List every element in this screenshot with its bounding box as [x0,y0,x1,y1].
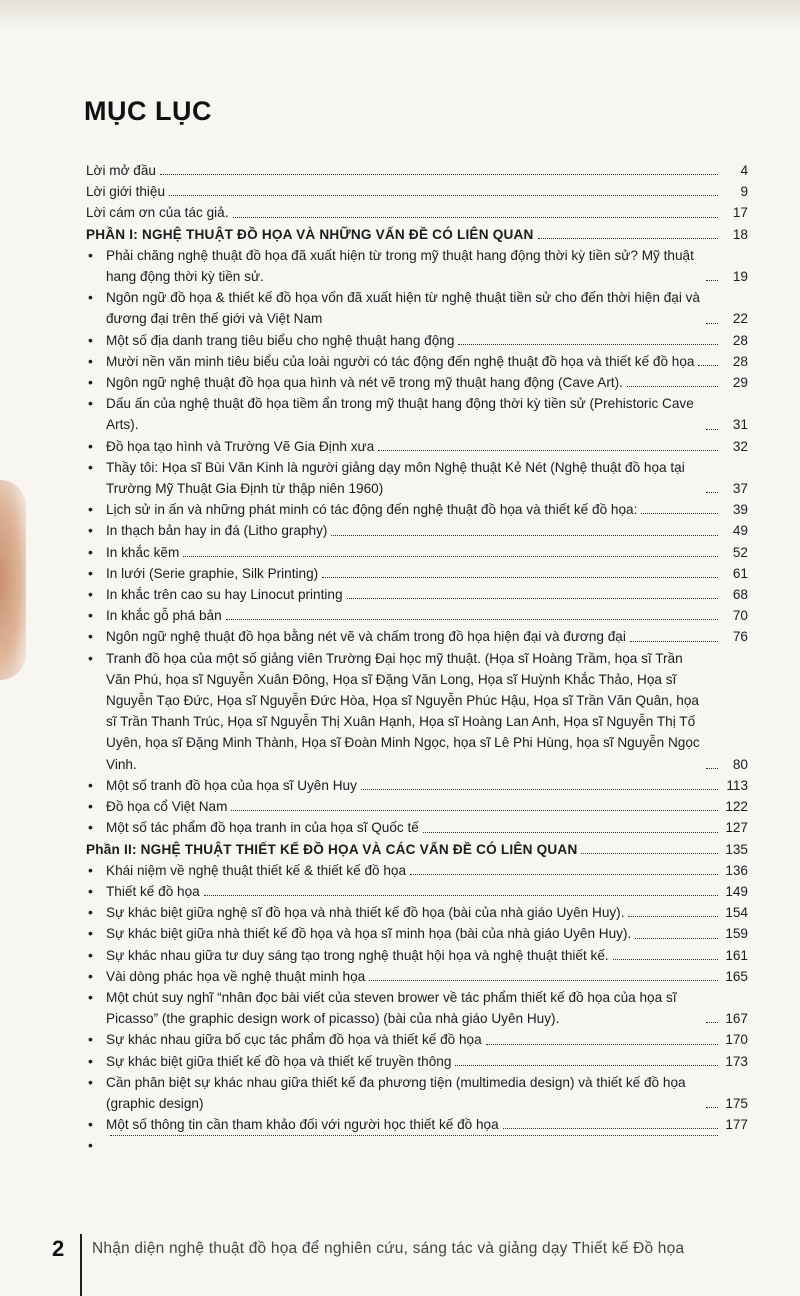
dot-leader [706,280,718,281]
toc-entry[interactable] [86,775,748,796]
toc-entry-text: • Một số thông tin cần tham khảo đối với người học thiết kế đồ họa [106,1117,499,1133]
toc-entry-text: • Ngôn ngữ đồ họa & thiết kế đồ họa vốn đã xuất hiện từ nghệ thuật tiền sử cho đến thời hiện đại và đương đại trên thế giới và Việt Nam [106,290,700,327]
toc-page-number: 4 [740,163,748,178]
dot-leader [627,386,718,387]
toc-entry-text: Lời cám ơn của tác giả. [86,205,229,221]
toc-page-number: 170 [725,1032,748,1048]
toc-entry-text: • Khái niệm về nghệ thuật thiết kế & thiết kế đồ họa [106,862,407,878]
toc-page-number: 149 [725,883,748,899]
toc-entry-text: • Đồ họa cổ Việt Nam [106,799,228,815]
dot-leader [347,598,718,599]
toc-entry-text: • Một số tranh đồ họa của họa sĩ Uyên Huy [106,777,357,793]
toc-entry-text: • Sự khác biệt giữa nhà thiết kế đồ họa và họa sĩ minh họa (bài của nhà giáo Uyên Huy). [106,926,632,942]
toc-entry[interactable] [86,1072,748,1114]
toc-entry[interactable] [86,436,748,457]
toc-entry-text: • Tranh đồ họa của một số giảng viên Trường Đại học mỹ thuật. (Họa sĩ Hoàng Trầm, họa sĩ Trần Văn Phú, họa sĩ Nguyễn Xuân Đông, Họa sĩ Đặng Văn Long, Họa sĩ Huỳnh Khắc Thảo, Họa sĩ Nguyễn Tạo Đức, Họa sĩ Nguyễn Đức Hòa, Họa sĩ Nguyễn Phúc Hậu, Họa sĩ Trần Văn Quân, họa sĩ Trần Thanh Trúc, Họa sĩ Nguyễn Thị Xuân Hạnh, Họa sĩ Hoàng Lan Anh, Họa sĩ Nguyễn Thị Tố Uyên, họa sĩ Đặng Minh Thành, Họa sĩ Đoàn Minh Ngọc, họa sĩ Lê Phi Hùng, họa sĩ Nguyễn Ngọc Vinh. [106,650,700,772]
toc-entry[interactable] [86,457,748,499]
toc-entry[interactable] [86,372,748,393]
toc-entry-text: • Một số địa danh trang tiêu biểu cho nghệ thuật hang động [106,332,455,348]
toc-entry[interactable] [86,393,748,435]
toc-entry[interactable] [86,881,748,902]
toc-page-number: 39 [732,502,748,518]
dot-leader [160,174,718,175]
toc-entry[interactable] [86,923,748,944]
toc-page-number: 37 [732,481,748,497]
dot-leader [361,789,718,790]
dot-leader [706,1107,718,1108]
toc-page-number: 136 [725,862,748,878]
toc-entry[interactable] [86,1051,748,1072]
toc-entry-text: • Thiết kế đồ họa [106,883,200,899]
toc-entry-text: Lời mở đầu [86,163,156,178]
toc-entry[interactable] [86,1114,748,1135]
toc-entry-text: • Dấu ấn của nghệ thuật đồ họa tiềm ẩn trong mỹ thuật hang động thời kỳ tiền sử (Prehistoric Cave Arts). [106,396,694,433]
toc-page-number: 52 [732,544,748,560]
toc-entry[interactable] [86,499,748,520]
toc-entry[interactable] [86,584,748,605]
toc-entry-text: • Sự khác biệt giữa thiết kế đồ họa và thiết kế truyền thông [106,1053,452,1069]
toc-entry[interactable] [86,605,748,626]
dot-leader [455,1065,718,1066]
toc-entry[interactable] [86,520,748,541]
toc-entry[interactable] [86,351,748,372]
toc-page-number: 80 [732,756,748,772]
toc-page-number: 127 [725,820,748,836]
toc-entry[interactable] [86,542,748,563]
toc-page-number: 135 [725,841,748,857]
toc-entry[interactable] [86,966,748,987]
toc-entry-text: • In lưới (Serie graphie, Silk Printing) [106,565,319,581]
toc-entry-text: • Ngôn ngữ nghệ thuật đồ họa qua hình và nét vẽ trong mỹ thuật hang động (Cave Art). [106,375,623,391]
dot-leader [698,365,718,366]
toc-entry-text: • Ngôn ngữ nghệ thuật đồ họa bằng nét vẽ và chấm trong đồ họa hiện đại và đương đại [106,629,626,645]
toc-entry-text: • Đồ họa tạo hình và Trường Vẽ Gia Định xưa [106,438,375,454]
toc-page-number: 22 [732,311,748,327]
toc-entry-text: PHẦN I: NGHỆ THUẬT ĐỒ HỌA VÀ NHỮNG VẤN ĐỀ CÓ LIÊN QUAN [86,226,534,242]
toc-page-number: 154 [725,905,748,921]
toc-entry-text: • Cần phân biệt sự khác nhau giữa thiết kế đa phương tiện (multimedia design) và thiết kế đồ họa (graphic design) [106,1074,686,1111]
table-of-contents [86,160,748,1142]
footer-divider [80,1234,82,1296]
toc-entry[interactable] [86,1029,748,1050]
running-footer-title: Nhận diện nghệ thuật đồ họa để nghiên cứu, sáng tác và giảng dạy Thiết kế Đồ họa [92,1240,685,1257]
toc-entry-acknowledgements[interactable] [86,202,748,223]
dot-leader [641,513,718,514]
toc-entry[interactable] [86,945,748,966]
dot-leader [613,959,718,960]
toc-entry-text: • Vài dòng phác họa về nghệ thuật minh họa [106,968,366,984]
toc-entry-text: • Sự khác nhau giữa bố cục tác phẩm đồ họa và thiết kế đồ họa [106,1032,482,1048]
dot-leader [110,1135,718,1136]
dot-leader [706,768,718,769]
toc-page-number: 177 [725,1117,748,1133]
toc-page-number: 61 [732,565,748,581]
toc-entry-text: • In khắc kẽm [106,544,180,560]
toc-page-number: 68 [732,587,748,603]
toc-entry[interactable] [86,287,748,329]
toc-entry-text: • Sự khác nhau giữa tư duy sáng tạo trong nghệ thuật hội họa và nghệ thuật thiết kế. [106,947,609,963]
dot-leader [378,450,718,451]
toc-page-number: 113 [726,777,748,793]
footer-page-number: 2 [52,1236,65,1261]
dot-leader [581,853,718,854]
toc-page-number: 17 [732,205,748,221]
toc-page-number: 122 [725,799,748,815]
toc-entry[interactable] [86,245,748,287]
page-title: MỤC LỤC [84,96,212,126]
dot-leader [322,577,718,578]
toc-page-number: 165 [725,968,748,984]
dot-leader [706,323,718,324]
dot-leader [706,429,718,430]
toc-page-number: 167 [725,1011,748,1027]
toc-part-1-heading[interactable] [86,224,748,245]
dot-leader [635,938,718,939]
toc-entry-text: • Một số tác phẩm đồ họa tranh in của họa sĩ Quốc tế [106,820,419,836]
toc-entry-introduction[interactable] [86,181,748,202]
dot-leader [410,874,718,875]
toc-part-2-heading[interactable] [86,839,748,860]
toc-entry[interactable] [86,902,748,923]
dot-leader [331,535,718,536]
toc-entry-text: Phần II: NGHỆ THUẬT THIẾT KẾ ĐỒ HỌA VÀ CÁC VẤN ĐỀ CÓ LIÊN QUAN [86,841,578,857]
toc-page-number: 76 [732,629,748,645]
toc-entry-text: Lời giới thiệu [86,184,166,200]
dot-leader [630,641,718,642]
dot-leader [226,619,718,620]
toc-page-number: 159 [725,926,748,942]
dot-leader [486,1044,718,1045]
toc-entry-preface[interactable] [86,160,748,181]
toc-entry[interactable] [86,563,748,584]
dot-leader [233,217,718,218]
toc-page-number: 173 [725,1053,748,1069]
toc-page-number: 9 [740,184,748,200]
page-top-edge [0,0,800,30]
toc-page-number: 19 [732,269,748,285]
toc-entry[interactable] [86,987,748,1029]
dot-leader [538,238,718,239]
toc-entry-text: • In khắc gỗ phá bản [106,608,222,624]
toc-page-number: 175 [725,1095,748,1111]
toc-entry-text: • Sự khác biệt giữa nghệ sĩ đồ họa và nhà thiết kế đồ họa (bài của nhà giáo Uyên Huy). [106,905,625,921]
toc-entry[interactable] [86,626,748,647]
toc-page-number: 31 [732,417,748,433]
dot-leader [183,556,718,557]
dot-leader [706,1022,718,1023]
toc-entry[interactable] [86,648,748,775]
toc-page-number: 18 [732,226,748,242]
toc-entry[interactable] [86,1135,748,1142]
dot-leader [169,195,718,196]
toc-entry-text: • Một chút suy nghĩ “nhân đọc bài viết của steven brower về tác phẩm thiết kế đồ họa của họa sĩ Picasso” (the graphic design work of picasso) (bài của nhà giáo Uyên Huy). [106,989,677,1027]
dot-leader [706,492,718,493]
toc-entry[interactable] [86,817,748,838]
thumb-shadow [0,480,26,680]
dot-leader [503,1128,718,1129]
toc-entry-text: • In thạch bản hay in đá (Litho graphy) [106,523,328,539]
toc-entry[interactable] [86,330,748,351]
toc-entry-text: • Phải chăng nghệ thuật đồ họa đã xuất hiện từ trong mỹ thuật hang động thời kỳ tiền sử? Mỹ thuật hang động thời kỳ tiền sử. [106,247,694,285]
toc-entry[interactable] [86,796,748,817]
toc-page-number: 28 [732,353,748,369]
toc-page-number: 29 [732,375,748,391]
dot-leader [628,916,718,917]
toc-page-number: 161 [725,947,748,963]
toc-entry-text: • Thầy tôi: Họa sĩ Bùi Văn Kinh là người giảng dạy môn Nghệ thuật Kẻ Nét (Nghệ thuật đồ họa tại Trường Mỹ Thuật Gia Định từ thập niên 1960) [106,459,685,497]
toc-entry-text: • In khắc trên cao su hay Linocut printing [106,587,343,603]
toc-entry-text: • Lịch sử in ấn và những phát minh có tác động đến nghệ thuật đồ họa và thiết kế đồ họa: [106,502,638,518]
toc-page-number: 32 [732,438,748,454]
toc-page-number: 28 [732,332,748,348]
dot-leader [458,344,718,345]
dot-leader [369,980,718,981]
dot-leader [204,895,718,896]
toc-page-number: 49 [732,523,748,539]
dot-leader [231,810,718,811]
toc-entry-text: • Mười nền văn minh tiêu biểu của loài người có tác động đến nghệ thuật đồ họa và thiết kế đồ họa [106,353,695,369]
toc-page-number: 70 [732,608,748,624]
dot-leader [423,832,718,833]
toc-entry[interactable] [86,860,748,881]
